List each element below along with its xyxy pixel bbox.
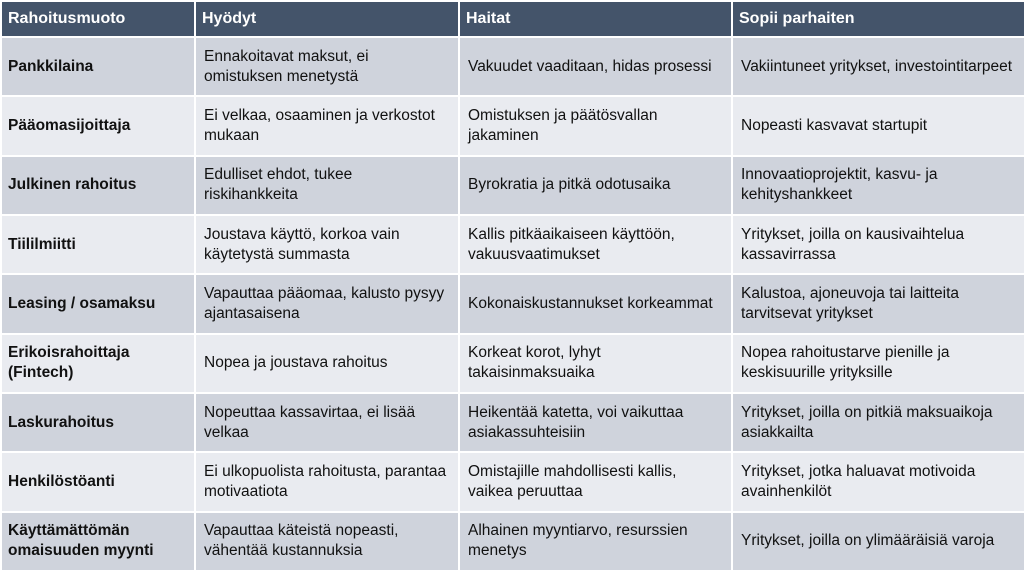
financing-form-cell: Erikoisrahoittaja (Fintech) — [2, 335, 194, 392]
table-row — [2, 97, 1024, 154]
header-benefits: Hyödyt — [196, 2, 458, 36]
best-for-cell: Innovaatioprojektit, kasvu- ja kehityshankkeet — [733, 157, 1024, 214]
table-row — [2, 513, 1024, 570]
financing-form-cell: Leasing / osamaksu — [2, 275, 194, 332]
best-for-cell: Nopeasti kasvavat startupit — [733, 97, 1024, 154]
drawbacks-cell: Korkeat korot, lyhyt takaisinmaksuaika — [460, 335, 731, 392]
financing-form-cell: Laskurahoitus — [2, 394, 194, 451]
drawbacks-cell: Omistuksen ja päätösvallan jakaminen — [460, 97, 731, 154]
header-best-for: Sopii parhaiten — [733, 2, 1024, 36]
benefits-cell: Edulliset ehdot, tukee riskihankkeita — [196, 157, 458, 214]
benefits-cell: Ei velkaa, osaaminen ja verkostot mukaan — [196, 97, 458, 154]
drawbacks-cell: Heikentää katetta, voi vaikuttaa asiakassuhteisiin — [460, 394, 731, 451]
drawbacks-cell: Omistajille mahdollisesti kallis, vaikea peruuttaa — [460, 453, 731, 510]
benefits-cell: Vapauttaa käteistä nopeasti, vähentää kustannuksia — [196, 513, 458, 570]
table-row — [2, 275, 1024, 332]
table-row — [2, 38, 1024, 95]
best-for-cell: Kalustoa, ajoneuvoja tai laitteita tarvitsevat yritykset — [733, 275, 1024, 332]
benefits-cell: Nopea ja joustava rahoitus — [196, 335, 458, 392]
best-for-cell: Yritykset, jotka haluavat motivoida avainhenkilöt — [733, 453, 1024, 510]
table-header — [2, 2, 1024, 36]
header-row — [2, 2, 1024, 36]
table-row — [2, 335, 1024, 392]
financing-form-cell: Julkinen rahoitus — [2, 157, 194, 214]
drawbacks-cell: Byrokratia ja pitkä odotusaika — [460, 157, 731, 214]
financing-form-cell: Pankkilaina — [2, 38, 194, 95]
best-for-cell: Yritykset, joilla on kausivaihtelua kassavirrassa — [733, 216, 1024, 273]
drawbacks-cell: Kokonaiskustannukset korkeammat — [460, 275, 731, 332]
benefits-cell: Joustava käyttö, korkoa vain käytetystä summasta — [196, 216, 458, 273]
financing-form-cell: Käyttämättömän omaisuuden myynti — [2, 513, 194, 570]
financing-form-cell: Tiililmiitti — [2, 216, 194, 273]
header-drawbacks: Haitat — [460, 2, 731, 36]
drawbacks-cell: Kallis pitkäaikaiseen käyttöön, vakuusvaatimukset — [460, 216, 731, 273]
benefits-cell: Ei ulkopuolista rahoitusta, parantaa motivaatiota — [196, 453, 458, 510]
financing-form-cell: Pääomasijoittaja — [2, 97, 194, 154]
table-row — [2, 394, 1024, 451]
table-row — [2, 453, 1024, 510]
benefits-cell: Ennakoitavat maksut, ei omistuksen menetystä — [196, 38, 458, 95]
best-for-cell: Nopea rahoitustarve pienille ja keskisuurille yrityksille — [733, 335, 1024, 392]
drawbacks-cell: Alhainen myyntiarvo, resurssien menetys — [460, 513, 731, 570]
best-for-cell: Yritykset, joilla on pitkiä maksuaikoja asiakkailta — [733, 394, 1024, 451]
benefits-cell: Nopeuttaa kassavirtaa, ei lisää velkaa — [196, 394, 458, 451]
drawbacks-cell: Vakuudet vaaditaan, hidas prosessi — [460, 38, 731, 95]
table-body — [2, 38, 1024, 570]
table-row — [2, 216, 1024, 273]
table-row — [2, 157, 1024, 214]
financing-form-cell: Henkilöstöanti — [2, 453, 194, 510]
benefits-cell: Vapauttaa pääomaa, kalusto pysyy ajantasaisena — [196, 275, 458, 332]
best-for-cell: Yritykset, joilla on ylimääräisiä varoja — [733, 513, 1024, 570]
best-for-cell: Vakiintuneet yritykset, investointitarpeet — [733, 38, 1024, 95]
header-financing-form: Rahoitusmuoto — [2, 2, 194, 36]
